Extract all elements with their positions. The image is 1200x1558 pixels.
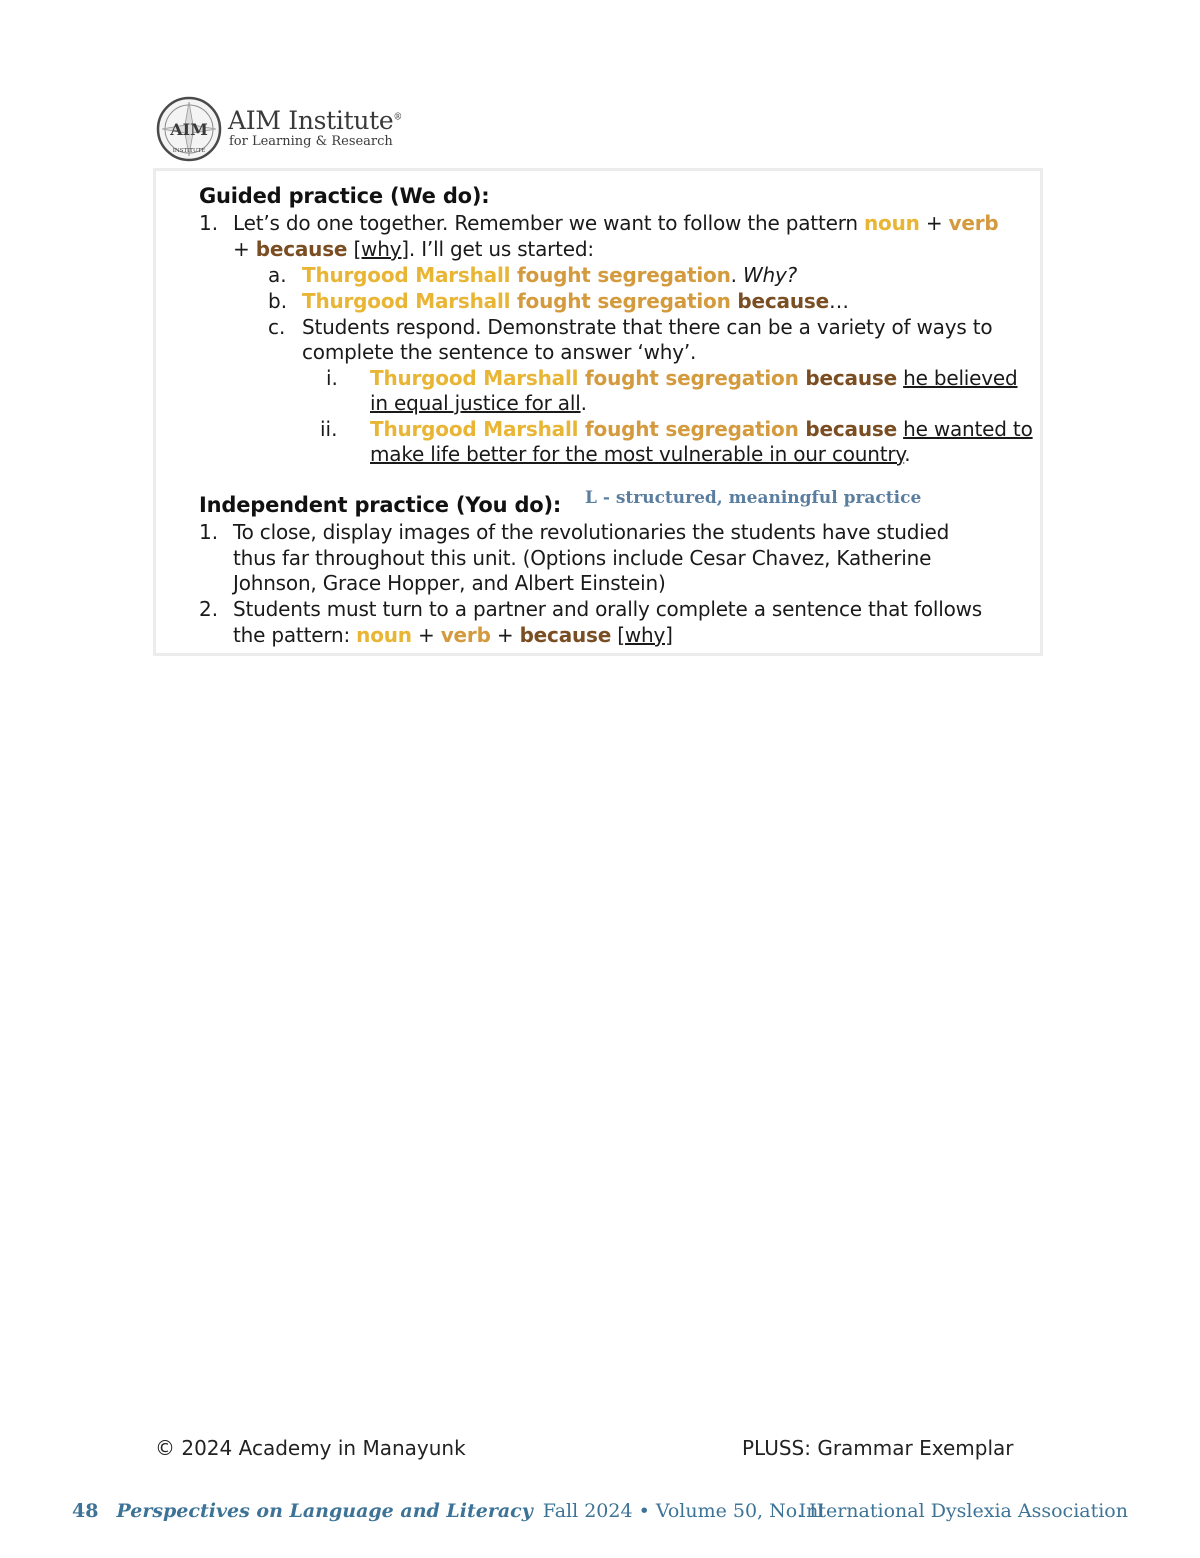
guided-item1-line1: Let’s do one together. Remember we want to follow the pattern noun + verb [233,211,999,235]
pattern-verb: verb [948,211,999,235]
guided-c-line1: Students respond. Demonstrate that there can be a variety of ways to [302,315,993,339]
guided-i-line2: in equal justice for all. [370,391,587,415]
guided-ii-line1: Thurgood Marshall fought segregation because he wanted to [370,417,1033,441]
footer-document-title: PLUSS: Grammar Exemplar [742,1436,1014,1460]
guided-b-sentence: Thurgood Marshall fought segregation because… [302,289,849,313]
footer-copyright: © 2024 Academy in Manayunk [155,1436,466,1460]
pattern-because: because [255,237,348,261]
guided-heading: Guided practice (We do): [199,184,490,208]
independent-item1-line1: To close, display images of the revolutionaries the students have studied [233,520,950,544]
guided-a-sentence: Thurgood Marshall fought segregation. Why? [302,263,798,287]
independent-item2-line2: the pattern: noun + verb + because [why] [233,623,673,647]
independent-item2-line1: Students must turn to a partner and orally complete a sentence that follows [233,597,982,621]
journal-title: Perspectives on Language and Literacy [116,1500,533,1522]
organization-name: International Dyslexia Association [798,1500,1128,1522]
guided-a-marker: a. [268,263,287,287]
aim-seal-icon [156,96,222,162]
pattern-noun: noun [864,211,920,235]
seal-ring-text: INSTITUTE [172,148,206,154]
independent-item1-line3: Johnson, Grace Hopper, and Albert Einstein) [233,571,666,595]
guided-item1-line2: + because [why]. I’ll get us started: [233,237,594,261]
guided-item1-marker: 1. [199,211,219,235]
annotation-note: L - structured, meaningful practice [585,488,922,508]
independent-item1-marker: 1. [199,520,219,544]
guided-i-marker: i. [326,366,338,390]
independent-item2-marker: 2. [199,597,219,621]
guided-ii-marker: ii. [320,417,338,441]
registered-mark: ® [393,112,403,123]
independent-item1-line2: thus far throughout this unit. (Options include Cesar Chavez, Katherine [233,546,932,570]
journal-footer [72,1500,824,1522]
guided-i-line1: Thurgood Marshall fought segregation because he believed [370,366,1018,390]
seal-text: AIM [170,120,208,139]
page-number: 48 [72,1500,99,1522]
journal-issue: Fall 2024 • Volume 50, No. II [542,1500,824,1522]
guided-ii-line2: make life better for the most vulnerable in our country. [370,442,911,466]
guided-c-marker: c. [268,315,286,339]
pattern-why: [why] [353,237,409,261]
logo-subtitle: for Learning & Research [229,134,393,149]
logo-name: AIM Institute® [228,106,403,135]
guided-c-line2: complete the sentence to answer ‘why’. [302,340,697,364]
guided-b-marker: b. [268,289,288,313]
independent-heading: Independent practice (You do): [199,493,562,517]
aim-logo [156,96,416,164]
